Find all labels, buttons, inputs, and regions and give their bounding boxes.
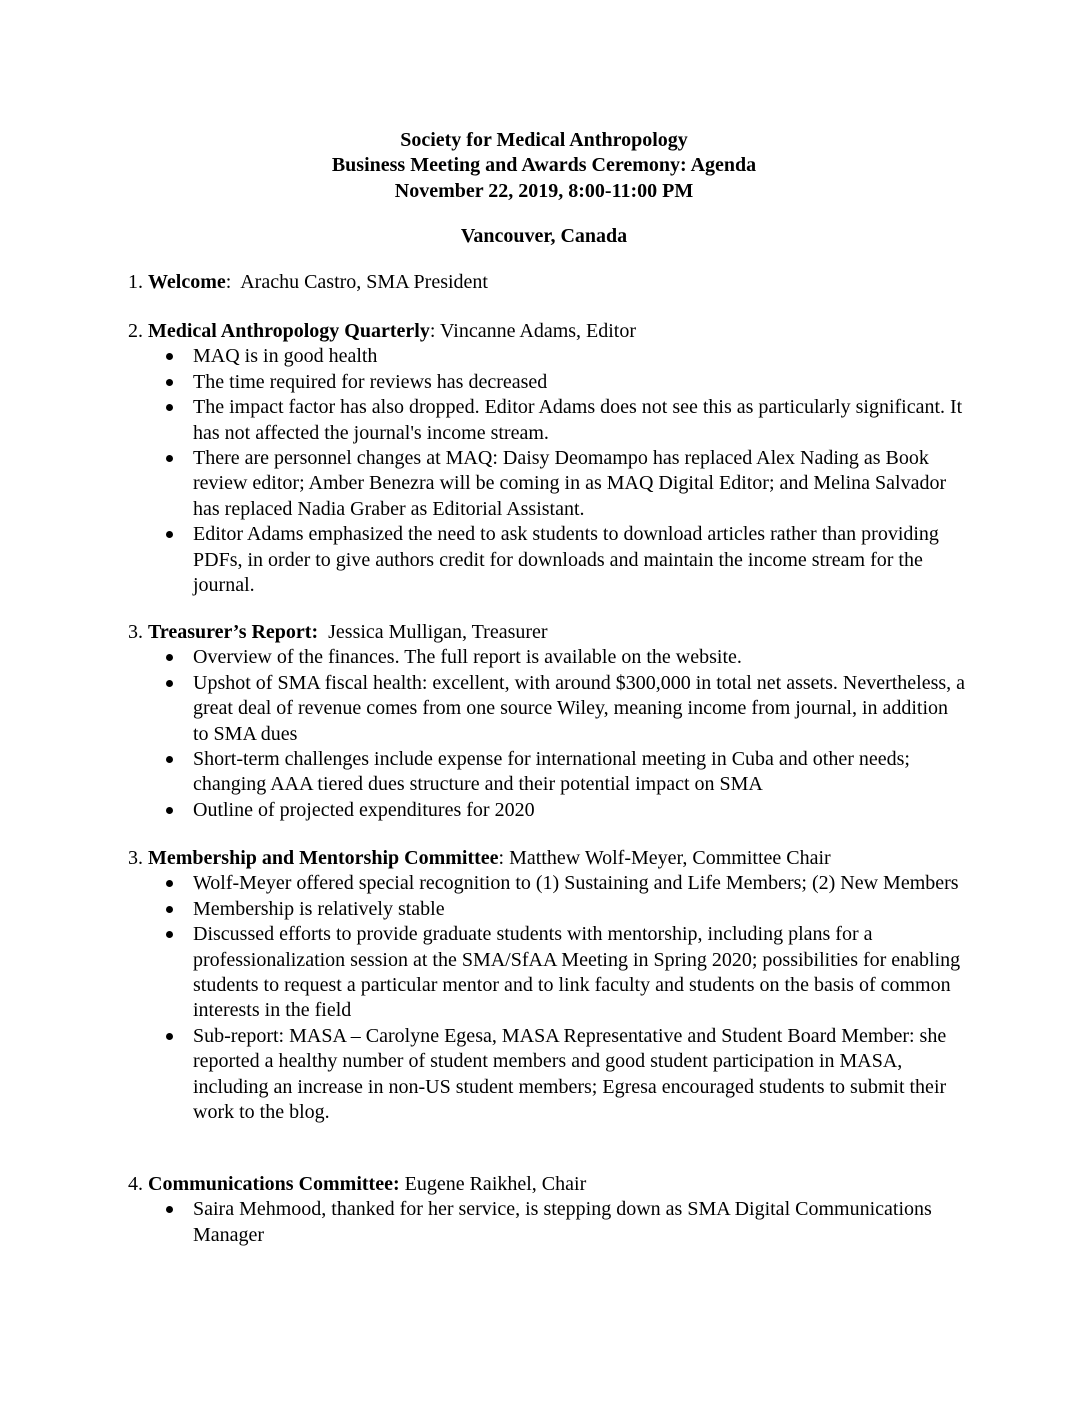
agenda-item-treasurer — [128, 620, 968, 823]
document-subtitle: Business Meeting and Awards Ceremony: Agenda — [331, 154, 757, 177]
item-number: 3. — [128, 621, 143, 643]
list-item: MAQ is in good health — [128, 344, 968, 369]
agenda-item-communications — [128, 1172, 968, 1248]
agenda-item-heading — [128, 620, 968, 645]
item-presenter: Eugene Raikhel, Chair — [399, 1173, 587, 1195]
item-presenter: Matthew Wolf-Meyer, Committee Chair — [504, 847, 831, 869]
agenda-item-welcome — [128, 270, 968, 295]
document-title: Society for Medical Anthropology — [400, 129, 688, 151]
agenda-item-membership — [128, 846, 968, 1125]
list-item: Upshot of SMA fiscal health: excellent, with around $300,000 in total net assets. Nevertheless, a great deal of revenue comes from one source Wiley, meaning income from journal, in addition to SMA dues — [128, 671, 968, 747]
item-heading: Treasurer’s Report: — [148, 621, 319, 643]
item-number: 4. — [128, 1173, 143, 1195]
item-heading: Communications Committee: — [148, 1173, 400, 1195]
meeting-date: November 22, 2019, 8:00-11:00 PM — [394, 179, 694, 202]
list-item: The time required for reviews has decreased — [128, 370, 968, 395]
list-item: Short-term challenges include expense for international meeting in Cuba and other needs; changing AAA tiered dues structure and their potential impact on SMA — [128, 747, 968, 798]
item-presenter: Arachu Castro, SMA President — [231, 271, 488, 293]
item-heading: Welcome — [148, 271, 226, 293]
list-item: Saira Mehmood, thanked for her service, is stepping down as SMA Digital Communications Manager — [128, 1197, 968, 1248]
location-block — [0, 224, 1088, 249]
meeting-location: Vancouver, Canada — [460, 225, 628, 247]
agenda-item-heading — [128, 1172, 968, 1197]
agenda-item-heading — [128, 270, 968, 295]
list-item: The impact factor has also dropped. Editor Adams does not see this as particularly significant. It has not affected the journal's income stream. — [128, 395, 968, 446]
agenda-item-maq — [128, 319, 968, 598]
bullet-list — [128, 344, 968, 598]
item-heading: Medical Anthropology Quarterly — [148, 320, 430, 342]
agenda-item-heading — [128, 846, 968, 871]
item-presenter: Vincanne Adams, Editor — [435, 320, 637, 342]
item-presenter: Jessica Mulligan, Treasurer — [318, 621, 548, 643]
item-separator: : — [225, 271, 232, 293]
item-number: 2. — [128, 320, 143, 342]
list-item: There are personnel changes at MAQ: Daisy Deomampo has replaced Alex Nading as Book review editor; Amber Benezra will be coming in as MAQ Digital Editor; and Melina Salvador has replaced Nadia Graber as Editorial Assistant. — [128, 446, 968, 522]
item-number: 3. — [128, 847, 143, 869]
list-item: Editor Adams emphasized the need to ask students to download articles rather than providing PDFs, in order to give authors credit for downloads and maintain the income stream for the journal. — [128, 522, 968, 598]
bullet-list — [128, 1197, 968, 1248]
bullet-list — [128, 645, 968, 823]
list-item: Discussed efforts to provide graduate students with mentorship, including plans for a professionalization session at the SMA/SfAA Meeting in Spring 2020; possibilities for enabling students to request a particular mentor and to link faculty and students on the basis of common interests in the field — [128, 922, 968, 1024]
list-item: Overview of the finances. The full report is available on the website. — [128, 645, 968, 670]
list-item: Outline of projected expenditures for 2020 — [128, 798, 968, 823]
item-heading: Membership and Mentorship Committee — [148, 847, 499, 869]
list-item: Sub-report: MASA – Carolyne Egesa, MASA Representative and Student Board Member: she reported a healthy number of student members and good student participation in MASA, including an increase in non-US student members; Egresa encouraged students to submit their work to the blog. — [128, 1024, 968, 1126]
item-separator: : — [429, 320, 436, 342]
list-item: Wolf-Meyer offered special recognition to (1) Sustaining and Life Members; (2) New Members — [128, 871, 968, 896]
agenda-item-heading — [128, 319, 968, 344]
item-number: 1. — [128, 271, 143, 293]
list-item: Membership is relatively stable — [128, 897, 968, 922]
document-header — [0, 128, 1088, 204]
item-separator: : — [498, 847, 505, 869]
bullet-list — [128, 871, 968, 1125]
